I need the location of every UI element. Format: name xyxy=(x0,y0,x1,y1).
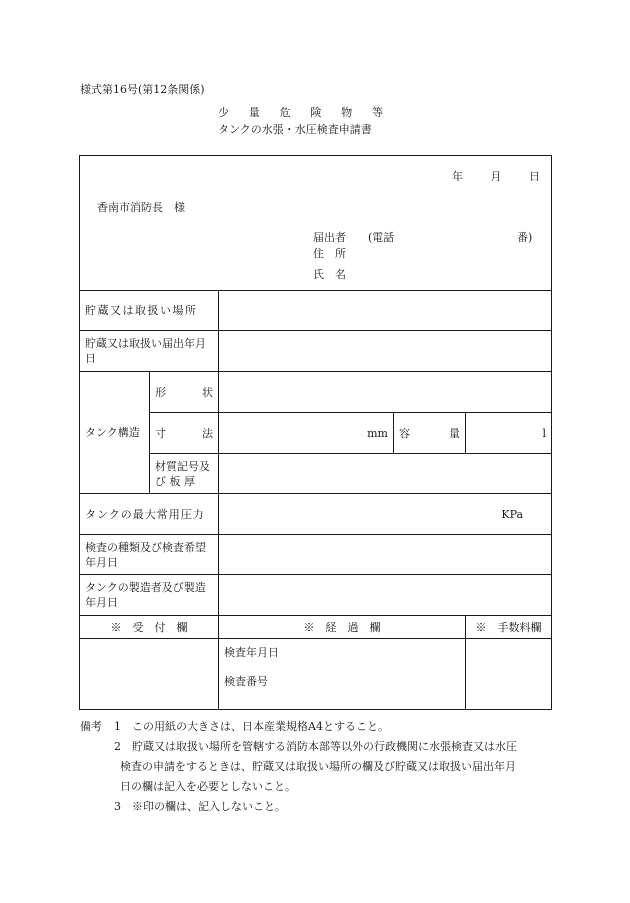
note-3-line: ※印の欄は、記入しないこと。 xyxy=(132,800,286,813)
capacity-unit: l xyxy=(542,426,547,440)
title-char: 量 xyxy=(248,106,260,119)
inspection-type-text: 検査の種類及び検査希望年月日 xyxy=(85,540,206,569)
dimensions-label xyxy=(150,413,219,454)
document-title-line2: タンクの水張・水圧検査申請書 xyxy=(218,123,372,136)
shape-char: 状 xyxy=(202,385,213,399)
storage-place-label xyxy=(80,291,219,331)
storage-place-text: 貯蔵又は取扱い場所 xyxy=(85,304,198,317)
pressure-unit: KPa xyxy=(501,507,524,521)
form-number: 様式第16号(第12条関係) xyxy=(80,83,205,96)
inspection-type-field[interactable] xyxy=(219,535,552,575)
inspection-number-label: 検査番号 xyxy=(224,675,268,688)
fee-header: ※ 手数料欄 xyxy=(466,616,552,639)
title-char: 物 xyxy=(341,106,353,119)
date-day-label: 日 xyxy=(529,170,540,183)
dimensions-char: 寸 xyxy=(155,426,166,440)
tank-structure-label xyxy=(80,372,150,494)
material-text: 材質記号及び 板 厚 xyxy=(155,459,210,488)
max-pressure-label xyxy=(80,494,219,535)
title-char: 少 xyxy=(218,106,229,119)
note-1-number: 1 xyxy=(114,720,121,733)
tank-structure-text: タンク構造 xyxy=(85,426,140,439)
note-2-line: 貯蔵又は取扱い場所を管轄する消防本部等以外の行政機関に水張検査又は水圧 xyxy=(132,740,517,753)
address-label: 住 所 xyxy=(313,247,346,260)
manufacturer-field[interactable] xyxy=(219,575,552,616)
material-label xyxy=(150,454,219,494)
notification-date-label xyxy=(80,331,219,372)
date-month-label: 月 xyxy=(490,170,502,183)
notification-date-text: 貯蔵又は取扱い届出年月日 xyxy=(85,337,206,365)
capacity-char: 容 xyxy=(399,426,410,440)
note-2-line: 日の欄は記入を必要としないこと。 xyxy=(120,780,296,793)
phone-open: (電話 xyxy=(368,231,395,244)
addressee: 香南市消防長 様 xyxy=(97,201,185,214)
note-2-number: 2 xyxy=(114,740,121,753)
name-label: 氏 名 xyxy=(313,268,346,281)
note-1-line: この用紙の大きさは、日本産業規格A4とすること。 xyxy=(132,720,389,733)
application-form-table xyxy=(79,155,552,710)
manufacturer-text: タンクの製造者及び製造年月日 xyxy=(85,581,206,609)
dimensions-char: 法 xyxy=(202,426,213,440)
max-pressure-text: タンクの最大常用圧力 xyxy=(85,507,205,521)
inspection-type-label xyxy=(80,535,219,575)
title-char: 険 xyxy=(310,106,322,119)
title-char: 等 xyxy=(371,106,383,119)
material-field[interactable] xyxy=(219,454,552,494)
shape-field[interactable] xyxy=(219,372,552,413)
manufacturer-label xyxy=(80,575,219,616)
shape-label xyxy=(150,372,219,413)
applicant-label: 届出者 xyxy=(313,231,346,244)
date-year-label: 年 xyxy=(452,170,463,183)
date-line xyxy=(452,169,540,184)
reception-cell xyxy=(80,639,219,710)
capacity-label xyxy=(394,413,466,454)
notes-label: 備考 xyxy=(80,720,102,733)
shape-char: 形 xyxy=(155,385,166,399)
dimensions-unit: mm xyxy=(367,426,388,440)
phone-close: 番) xyxy=(517,231,533,244)
dimensions-field[interactable] xyxy=(219,413,394,454)
document-title-line1 xyxy=(218,104,383,120)
reception-header: ※ 受 付 欄 xyxy=(80,616,219,639)
max-pressure-field[interactable] xyxy=(219,494,552,535)
progress-cell xyxy=(219,639,466,710)
progress-header: ※ 経 過 欄 xyxy=(219,616,466,639)
note-3-number: 3 xyxy=(114,800,121,813)
header-block xyxy=(80,156,552,291)
fee-cell xyxy=(466,639,552,710)
notification-date-field[interactable] xyxy=(219,331,552,372)
capacity-field[interactable] xyxy=(466,413,552,454)
inspection-date-label: 検査年月日 xyxy=(224,646,279,659)
title-char: 危 xyxy=(279,106,291,119)
storage-place-field[interactable] xyxy=(219,291,552,331)
capacity-char: 量 xyxy=(449,426,460,440)
note-2-line: 検査の申請をするときは、貯蔵又は取扱い場所の欄及び貯蔵又は取扱い届出年月 xyxy=(120,760,516,773)
